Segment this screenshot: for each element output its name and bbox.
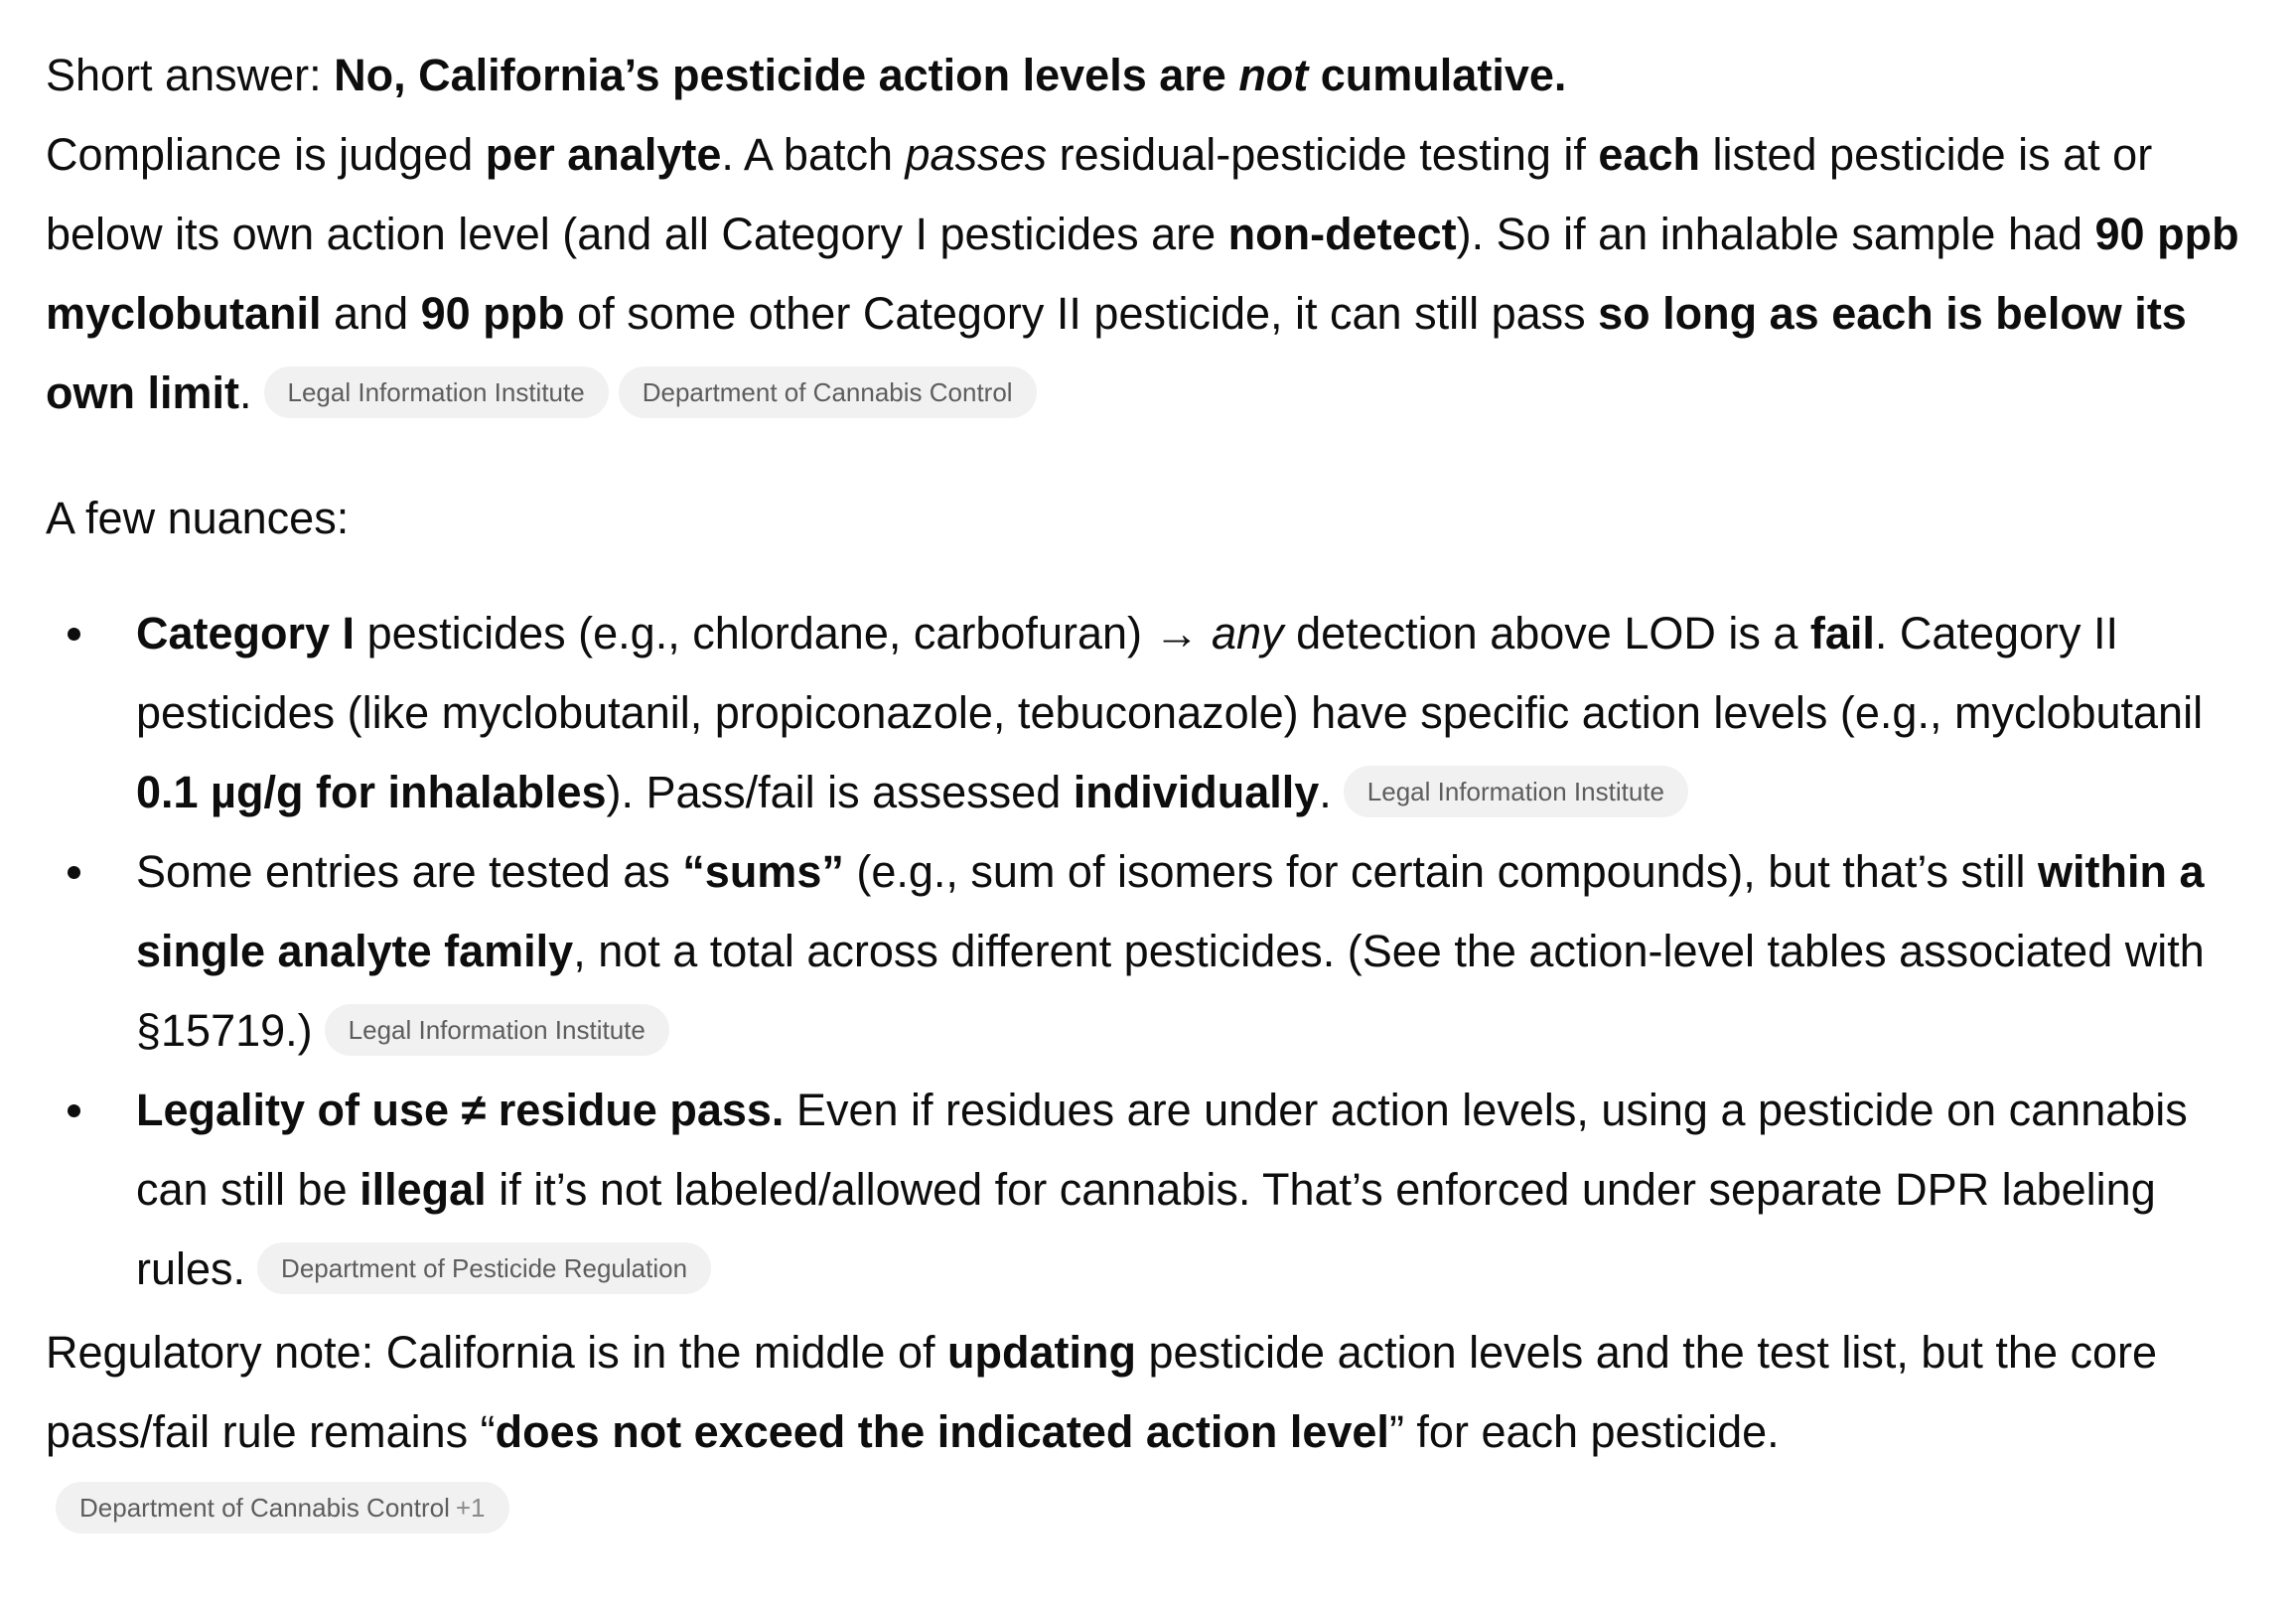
source-chip-department-of-cannabis-control[interactable] — [56, 1482, 509, 1533]
short-answer-prefix: Short answer: — [46, 50, 335, 100]
bullet-dot-icon — [68, 866, 80, 879]
list-item: Legality of use ≠ residue pass. Even if residues are under action levels, using a pesticide on cannabis can still be illegal if it’s not labeled/allowed for cannabis. That’s enforced under separate DPR labeling rules. Department of Pesticide Regulation — [46, 1071, 2256, 1309]
compliance-paragraph: Compliance is judged per analyte. A batch passes residual-pesticide testing if each listed pesticide is at or below its own action level (and all Category I pesticides are non-detect). So if an inhalable sample had 90 ppb myclobutanil and 90 ppb of some other Category II pesticide, it can still pass so long as each is below its own limit. Legal Information Institute Department of Cannabis Control — [46, 129, 2239, 418]
source-chip-department-of-cannabis-control[interactable]: Department of Cannabis Control — [619, 366, 1037, 418]
source-chip-department-of-pesticide-regulation[interactable]: Department of Pesticide Regulation — [257, 1242, 711, 1294]
chip-label: Department of Cannabis Control — [79, 1493, 450, 1523]
short-answer-paragraph — [46, 36, 2256, 115]
bullet-dot-icon — [68, 628, 80, 641]
nuances-heading: A few nuances: — [46, 493, 350, 543]
source-chip-legal-information-institute[interactable]: Legal Information Institute — [264, 366, 609, 418]
nuances-list — [46, 594, 2256, 1309]
source-chip-legal-information-institute[interactable]: Legal Information Institute — [1344, 766, 1688, 817]
regulatory-note-paragraph: Regulatory note: California is in the middle of updating pesticide action levels and the test list, but the core pass/fail rule remains “does not exceed the indicated action level” for each pesticide. — [46, 1327, 2158, 1457]
chip-more-count: +1 — [455, 1493, 486, 1523]
source-chip-row — [46, 1482, 2256, 1533]
list-item: Category I pesticides (e.g., chlordane, carbofuran) → any detection above LOD is a fail. Category II pesticides (like myclobutanil, propiconazole, tebuconazole) have specific action levels (e.g., myclobutanil 0.1 µg/g for inhalables). Pass/fail is assessed individually. Legal Information Institute — [46, 594, 2256, 832]
list-item: Some entries are tested as “sums” (e.g., sum of isomers for certain compounds), but that’s still within a single analyte family, not a total across different pesticides. (See the action-level tables associated with §15719.) Legal Information Institute — [46, 832, 2256, 1071]
source-chip-legal-information-institute[interactable]: Legal Information Institute — [325, 1004, 669, 1056]
short-answer-bold: No, California’s pesticide action levels are not cumulative. — [334, 50, 1567, 100]
bullet-dot-icon — [68, 1104, 80, 1117]
